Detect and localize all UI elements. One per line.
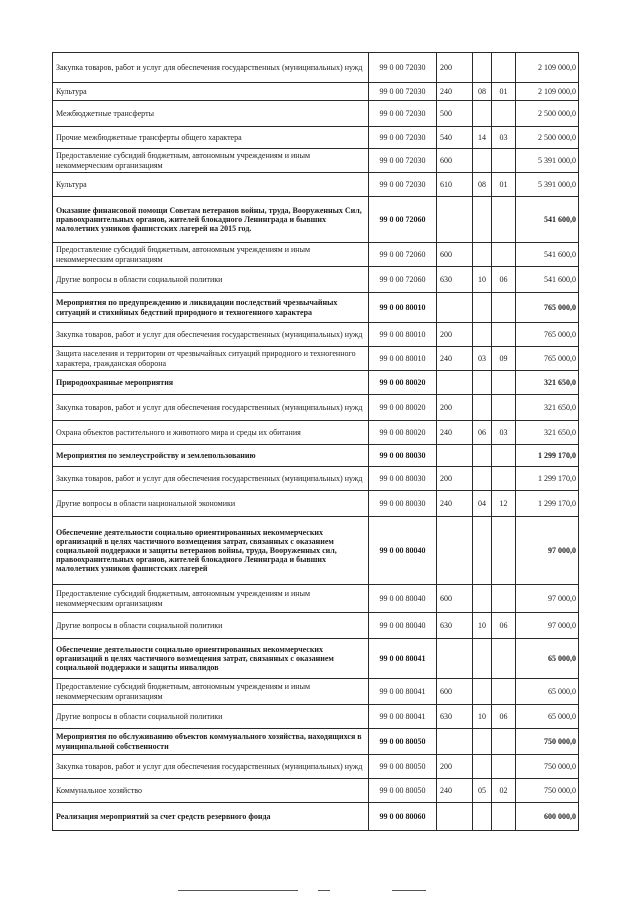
row-description: Закупка товаров, работ и услуг для обеспечения государственных (муниципальных) нужд [53,323,369,347]
amount: 97 000,0 [516,613,579,639]
subsection-code [492,467,516,491]
amount: 97 000,0 [516,585,579,613]
expense-type-code [437,517,473,585]
section-code [473,585,492,613]
signature-line [178,890,298,891]
amount: 750 000,0 [516,779,579,803]
expense-type-code: 630 [437,705,473,729]
section-code [473,395,492,421]
section-code: 06 [473,421,492,445]
budget-table [52,52,579,831]
table-row [53,639,579,679]
row-description: Межбюджетные трансферты [53,101,369,127]
table-row [53,491,579,517]
amount: 541 600,0 [516,243,579,267]
target-article-code: 99 0 00 80030 [369,491,437,517]
row-description: Охрана объектов растительного и животного мира и среды их обитания [53,421,369,445]
section-code [473,323,492,347]
target-article-code: 99 0 00 80041 [369,679,437,705]
section-code [473,53,492,83]
expense-type-code: 600 [437,149,473,173]
target-article-code: 99 0 00 80040 [369,585,437,613]
row-description: Оказание финансовой помощи Советам ветеранов войны, труда, Вооруженных Сил, правоохранительных органов, жителей блокадного Ленинграда и бывших малолетних узников фашистских лагерей на 2015 год. [53,197,369,243]
section-code [473,639,492,679]
target-article-code: 99 0 00 72060 [369,197,437,243]
target-article-code: 99 0 00 80030 [369,467,437,491]
row-description: Мероприятия по предупреждению и ликвидации последствий чрезвычайных ситуаций и стихийных бедствий природного и техногенного характера [53,293,369,323]
amount: 65 000,0 [516,639,579,679]
target-article-code: 99 0 00 80030 [369,445,437,467]
expense-type-code: 200 [437,467,473,491]
row-description: Другие вопросы в области социальной политики [53,705,369,729]
target-article-code: 99 0 00 72030 [369,83,437,101]
subsection-code [492,149,516,173]
subsection-code: 06 [492,705,516,729]
amount: 321 650,0 [516,421,579,445]
row-description: Другие вопросы в области социальной политики [53,267,369,293]
amount: 5 391 000,0 [516,149,579,173]
expense-type-code: 200 [437,755,473,779]
expense-type-code: 630 [437,613,473,639]
subsection-code [492,755,516,779]
target-article-code: 99 0 00 72030 [369,173,437,197]
table-row [53,197,579,243]
footer-signature-lines [0,890,639,894]
row-description: Обеспечение деятельности социально ориентированных некоммерческих организаций в целях частичного возмещения затрат, связанных с оказанием социальной поддержки и защиты инвалидов [53,639,369,679]
amount: 65 000,0 [516,705,579,729]
subsection-code [492,585,516,613]
amount: 765 000,0 [516,347,579,371]
table-row [53,347,579,371]
section-code [473,755,492,779]
subsection-code [492,197,516,243]
section-code [473,293,492,323]
subsection-code: 01 [492,173,516,197]
section-code: 10 [473,613,492,639]
subsection-code: 03 [492,127,516,149]
expense-type-code: 240 [437,347,473,371]
expense-type-code: 240 [437,779,473,803]
expense-type-code [437,445,473,467]
table-row [53,755,579,779]
amount: 2 500 000,0 [516,101,579,127]
amount: 750 000,0 [516,755,579,779]
row-description: Предоставление субсидий бюджетным, автономным учреждениям и иным некоммерческим организациям [53,243,369,267]
expense-type-code: 600 [437,679,473,705]
amount: 541 600,0 [516,267,579,293]
table-row [53,127,579,149]
row-description: Мероприятия по землеустройству и землепользованию [53,445,369,467]
section-code [473,371,492,395]
signature-line [318,890,330,891]
target-article-code: 99 0 00 72060 [369,243,437,267]
table-row [53,421,579,445]
amount: 2 500 000,0 [516,127,579,149]
target-article-code: 99 0 00 80020 [369,371,437,395]
section-code [473,149,492,173]
amount: 65 000,0 [516,679,579,705]
row-description: Культура [53,173,369,197]
amount: 2 109 000,0 [516,83,579,101]
expense-type-code: 240 [437,491,473,517]
table-row [53,517,579,585]
amount: 1 299 170,0 [516,445,579,467]
target-article-code: 99 0 00 80050 [369,729,437,755]
amount: 541 600,0 [516,197,579,243]
row-description: Коммунальное хозяйство [53,779,369,803]
expense-type-code: 200 [437,53,473,83]
section-code: 14 [473,127,492,149]
target-article-code: 99 0 00 80010 [369,293,437,323]
amount: 321 650,0 [516,371,579,395]
amount: 1 299 170,0 [516,467,579,491]
target-article-code: 99 0 00 80041 [369,705,437,729]
table-row [53,83,579,101]
section-code [473,197,492,243]
subsection-code: 03 [492,421,516,445]
section-code [473,517,492,585]
expense-type-code: 240 [437,421,473,445]
subsection-code [492,639,516,679]
target-article-code: 99 0 00 72030 [369,101,437,127]
row-description: Прочие межбюджетные трансферты общего характера [53,127,369,149]
expense-type-code: 540 [437,127,473,149]
amount: 2 109 000,0 [516,53,579,83]
amount: 765 000,0 [516,323,579,347]
table-row [53,803,579,831]
section-code: 10 [473,267,492,293]
amount: 600 000,0 [516,803,579,831]
amount: 765 000,0 [516,293,579,323]
signature-line [392,890,426,891]
target-article-code: 99 0 00 72060 [369,267,437,293]
target-article-code: 99 0 00 80010 [369,347,437,371]
section-code: 05 [473,779,492,803]
row-description: Закупка товаров, работ и услуг для обеспечения государственных (муниципальных) нужд [53,755,369,779]
table-row [53,445,579,467]
row-description: Закупка товаров, работ и услуг для обеспечения государственных (муниципальных) нужд [53,395,369,421]
expense-type-code: 600 [437,243,473,267]
subsection-code [492,803,516,831]
row-description: Предоставление субсидий бюджетным, автономным учреждениям и иным некоммерческим организациям [53,149,369,173]
expense-type-code [437,803,473,831]
amount: 321 650,0 [516,395,579,421]
expense-type-code [437,639,473,679]
table-row [53,371,579,395]
target-article-code: 99 0 00 80020 [369,421,437,445]
expense-type-code [437,197,473,243]
table-row [53,729,579,755]
row-description: Предоставление субсидий бюджетным, автономным учреждениям и иным некоммерческим организациям [53,679,369,705]
table-row [53,243,579,267]
amount: 97 000,0 [516,517,579,585]
target-article-code: 99 0 00 80050 [369,755,437,779]
subsection-code [492,371,516,395]
table-row [53,613,579,639]
table-row [53,323,579,347]
subsection-code: 12 [492,491,516,517]
table-row [53,585,579,613]
amount: 5 391 000,0 [516,173,579,197]
row-description: Реализация мероприятий за счет средств резервного фонда [53,803,369,831]
row-description: Культура [53,83,369,101]
section-code: 08 [473,83,492,101]
table-row [53,467,579,491]
row-description: Другие вопросы в области национальной экономики [53,491,369,517]
target-article-code: 99 0 00 72030 [369,53,437,83]
expense-type-code: 200 [437,323,473,347]
subsection-code [492,729,516,755]
expense-type-code: 500 [437,101,473,127]
amount: 1 299 170,0 [516,491,579,517]
row-description: Мероприятия по обслуживанию объектов коммунального хозяйства, находящихся в муниципальной собственности [53,729,369,755]
table-row [53,149,579,173]
target-article-code: 99 0 00 80040 [369,517,437,585]
section-code: 04 [473,491,492,517]
section-code [473,467,492,491]
section-code [473,243,492,267]
row-description: Природоохранные мероприятия [53,371,369,395]
target-article-code: 99 0 00 80040 [369,613,437,639]
expense-type-code [437,371,473,395]
subsection-code: 02 [492,779,516,803]
target-article-code: 99 0 00 80010 [369,323,437,347]
expense-type-code: 200 [437,395,473,421]
table-row [53,293,579,323]
expense-type-code: 610 [437,173,473,197]
subsection-code [492,395,516,421]
subsection-code: 06 [492,613,516,639]
target-article-code: 99 0 00 72030 [369,127,437,149]
subsection-code [492,293,516,323]
row-description: Защита населения и территории от чрезвычайных ситуаций природного и техногенного характера, гражданская оборона [53,347,369,371]
target-article-code: 99 0 00 80041 [369,639,437,679]
table-row [53,395,579,421]
subsection-code [492,445,516,467]
subsection-code [492,679,516,705]
section-code: 10 [473,705,492,729]
row-description: Предоставление субсидий бюджетным, автономным учреждениям и иным некоммерческим организациям [53,585,369,613]
expense-type-code: 630 [437,267,473,293]
row-description: Закупка товаров, работ и услуг для обеспечения государственных (муниципальных) нужд [53,53,369,83]
table-row [53,101,579,127]
target-article-code: 99 0 00 80060 [369,803,437,831]
table-row [53,679,579,705]
section-code [473,445,492,467]
table-row [53,53,579,83]
table-row [53,705,579,729]
section-code: 03 [473,347,492,371]
table-row [53,779,579,803]
row-description: Другие вопросы в области социальной политики [53,613,369,639]
subsection-code: 01 [492,83,516,101]
target-article-code: 99 0 00 72030 [369,149,437,173]
table-row [53,173,579,197]
subsection-code [492,323,516,347]
subsection-code [492,101,516,127]
target-article-code: 99 0 00 80050 [369,779,437,803]
row-description: Обеспечение деятельности социально ориентированных некоммерческих организаций в целях частичного возмещения затрат, связанных с оказанием социальной поддержки и защиты ветеранов войны, труда, Вооруженных сил, правоохранительных органов, жителей блокадного Ленинграда и бывших малолетних узников фашистских лагерей [53,517,369,585]
expense-type-code: 600 [437,585,473,613]
target-article-code: 99 0 00 80020 [369,395,437,421]
subsection-code: 09 [492,347,516,371]
amount: 750 000,0 [516,729,579,755]
expense-type-code [437,293,473,323]
section-code [473,729,492,755]
expense-type-code [437,729,473,755]
section-code [473,679,492,705]
subsection-code [492,243,516,267]
subsection-code [492,53,516,83]
table-row [53,267,579,293]
subsection-code: 06 [492,267,516,293]
subsection-code [492,517,516,585]
row-description: Закупка товаров, работ и услуг для обеспечения государственных (муниципальных) нужд [53,467,369,491]
expense-type-code: 240 [437,83,473,101]
section-code: 08 [473,173,492,197]
section-code [473,803,492,831]
section-code [473,101,492,127]
